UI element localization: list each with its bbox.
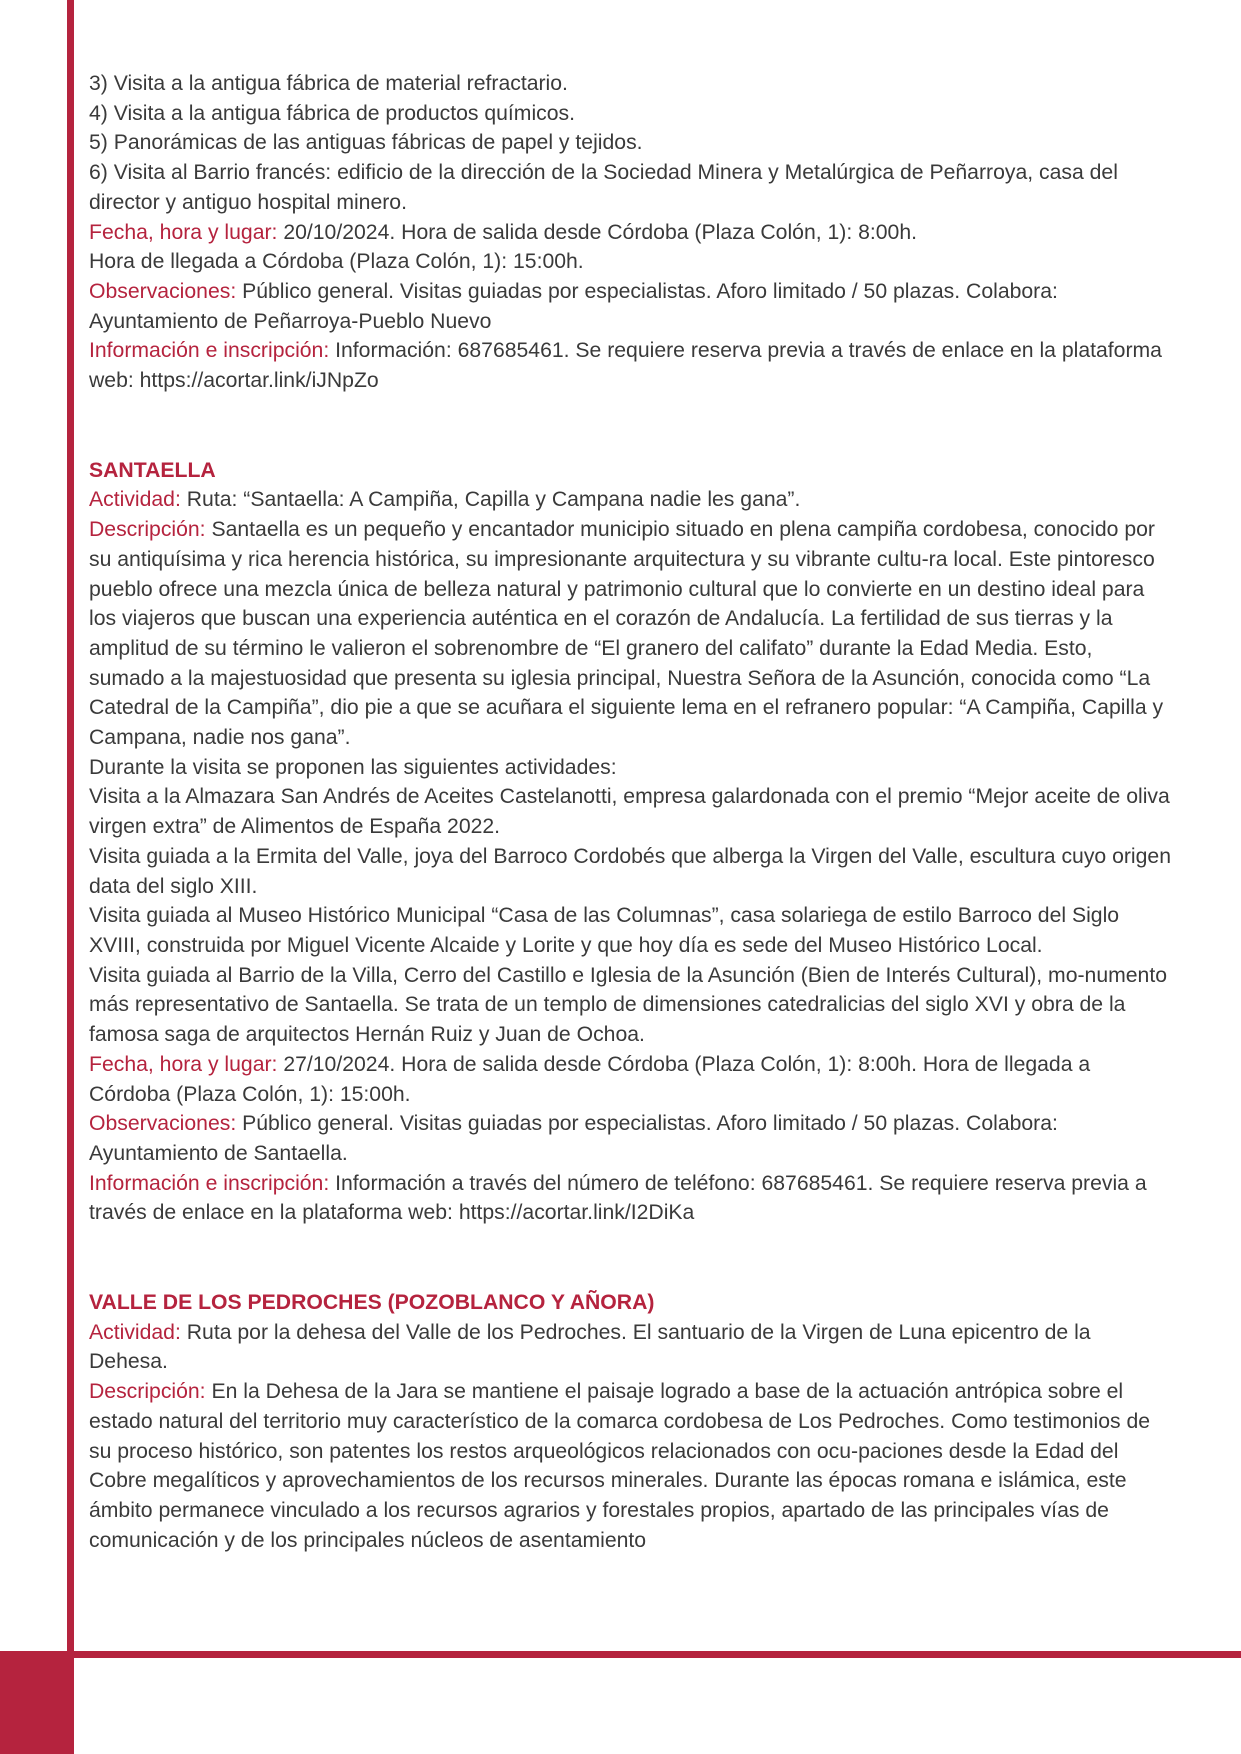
informacion-label: Información e inscripción: <box>89 1171 330 1195</box>
actividad-paragraph <box>89 485 1171 515</box>
santaella-section <box>89 456 1171 1228</box>
actividad-text: Ruta por la dehesa del Valle de los Pedroches. El santuario de la Virgen de Luna epicentro de la Dehesa. <box>89 1320 1091 1374</box>
page-content <box>89 69 1171 1555</box>
observaciones-paragraph <box>89 277 1171 336</box>
descripcion-label: Descripción: <box>89 1380 206 1404</box>
section-spacer <box>89 396 1171 456</box>
descripcion-paragraph <box>89 1377 1171 1555</box>
list-item: 6) Visita al Barrio francés: edificio de la dirección de la Sociedad Minera y Metalúrgica de Peñarroya, casa del director y antiguo hospital minero. <box>89 161 1118 214</box>
body-paragraph: Visita a la Almazara San Andrés de Aceites Castelanotti, empresa galardonada con el premio “Mejor aceite de oliva virgen extra” de Alimentos de España 2022. <box>89 785 1170 839</box>
fecha-label: Fecha, hora y lugar: <box>89 220 278 244</box>
actividad-paragraph <box>89 1318 1171 1377</box>
informacion-text: Información a través del número de teléfono: 687685461. Se requiere reserva previa a través de enlace en la plataforma web: https://acortar.link/I2DiKa <box>89 1171 1147 1225</box>
list-item: 3) Visita a la antigua fábrica de material refractario. <box>89 72 568 95</box>
informacion-label: Información e inscripción: <box>89 339 330 363</box>
fecha-paragraph <box>89 218 1171 248</box>
body-paragraph: Visita guiada a la Ermita del Valle, joya del Barroco Cordobés que alberga la Virgen del Valle, escultura cuyo origen data del siglo XIII. <box>89 844 1171 898</box>
pedroches-section <box>89 1288 1171 1555</box>
descripcion-label: Descripción: <box>89 518 206 542</box>
corner-accent-block <box>0 1651 74 1754</box>
observaciones-text: Público general. Visitas guiadas por especialistas. Aforo limitado / 50 plazas. Colabora: Ayuntamiento de Santaella. <box>89 1112 1058 1165</box>
actividad-label: Actividad: <box>89 488 181 512</box>
section-heading: VALLE DE LOS PEDROCHES (POZOBLANCO Y AÑORA) <box>89 1291 655 1315</box>
llegada-paragraph: Hora de llegada a Córdoba (Plaza Colón, 1): 15:00h. <box>89 250 584 274</box>
actividad-text: Ruta: “Santaella: A Campiña, Capilla y Campana nadie les gana”. <box>180 488 801 512</box>
section-heading: SANTAELLA <box>89 458 216 482</box>
bottom-accent-line <box>67 1651 1241 1658</box>
list-item: 4) Visita a la antigua fábrica de productos químicos. <box>89 101 576 125</box>
fecha-label: Fecha, hora y lugar: <box>89 1052 278 1076</box>
fecha-text: 27/10/2024. Hora de salida desde Córdoba (Plaza Colón, 1): 8:00h. Hora de llegada a Córdoba (Plaza Colón, 1): 15:00h. <box>89 1052 1091 1106</box>
descripcion-paragraph <box>89 515 1171 753</box>
body-paragraph: Visita guiada al Barrio de la Villa, Cerro del Castillo e Iglesia de la Asunción (Bien de Interés Cultural), mo-numento más representativo de Santaella. Se trata de un templo de dimensiones catedralicias del siglo XVI y obra de la famosa saga de arquitectos Hernán Ruiz y Juan de Ochoa. <box>89 963 1167 1047</box>
observaciones-label: Observaciones: <box>89 1112 237 1136</box>
observaciones-text: Público general. Visitas guiadas por especialistas. Aforo limitado / 50 plazas. Colabora: Ayuntamiento de Peñarroya-Pueblo Nuevo <box>89 279 1058 333</box>
observaciones-paragraph <box>89 1109 1171 1168</box>
body-paragraph: Durante la visita se proponen las siguientes actividades: <box>89 755 617 779</box>
informacion-paragraph <box>89 336 1171 395</box>
fecha-text: 20/10/2024. Hora de salida desde Córdoba (Plaza Colón, 1): 8:00h. <box>277 220 918 244</box>
observaciones-label: Observaciones: <box>89 279 237 303</box>
section-spacer <box>89 1228 1171 1288</box>
informacion-paragraph <box>89 1169 1171 1228</box>
informacion-text: Información: 687685461. Se requiere reserva previa a través de enlace en la plataforma web: https://acortar.link/iJNpZo <box>89 339 1162 393</box>
descripcion-text: Santaella es un pequeño y encantador municipio situado en plena campiña cordobesa, conocido por su antiquísima y rica herencia histórica, su impresionante arquitectura y su vibrante cultu-ra local. Este pintoresco pueblo ofrece una mezcla única de belleza natural y patrimonio cultural que lo convierte en un destino ideal para los viajeros que buscan una experiencia auténtica en el corazón de Andalucía. La fertilidad de sus tierras y la amplitud de su término le valieron el sobrenombre de “El granero del califato” durante la Edad Media. Esto, sumado a la majestuosidad que presenta su iglesia principal, Nuestra Señora de la Asunción, conocida como “La Catedral de la Campiña”, dio pie a que se acuñara el siguiente lema en el refranero popular: “A Campiña, Capilla y Campana, nadie nos gana”. <box>89 518 1164 750</box>
actividad-label: Actividad: <box>89 1320 181 1344</box>
left-accent-bar <box>67 0 74 1754</box>
descripcion-text: En la Dehesa de la Jara se mantiene el paisaje logrado a base de la actuación antrópica sobre el estado natural del territorio muy característico de la comarca cordobesa de Los Pedroches. Como testimonios de su proceso histórico, son patentes los restos arqueológicos relacionados con ocu-paciones desde la Edad del Cobre megalíticos y aprovechamientos de los recursos minerales. Durante las épocas romana e islámica, este ámbito permanece vinculado a los recursos agrarios y forestales propios, apartado de las principales vías de comunicación y de los principales núcleos de asentamiento <box>89 1380 1151 1552</box>
body-paragraph: Visita guiada al Museo Histórico Municipal “Casa de las Columnas”, casa solariega de estilo Barroco del Siglo XVIII, construida por Miguel Vicente Alcaide y Lorite y que hoy día es sede del Museo Histórico Local. <box>89 904 1120 957</box>
intro-section <box>89 69 1171 396</box>
fecha-paragraph <box>89 1050 1171 1109</box>
list-item: 5) Panorámicas de las antiguas fábricas de papel y tejidos. <box>89 131 643 155</box>
